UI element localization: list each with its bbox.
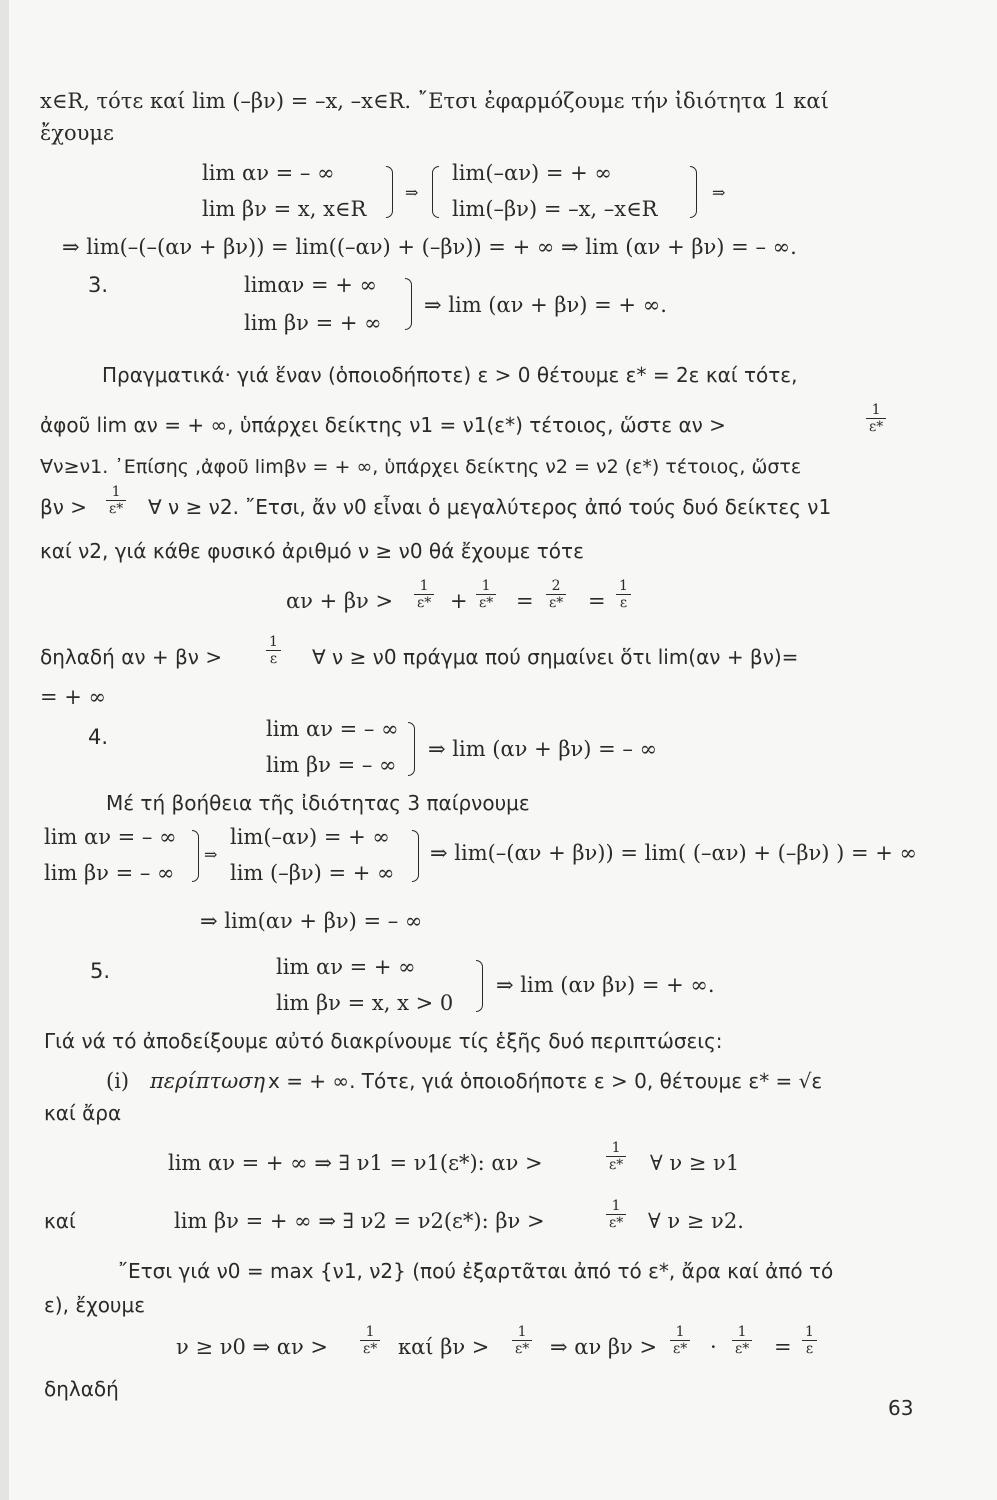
text-line: βν > [40,495,88,519]
text-line: x∈R, τότε καί lim (–βν) = –x, –x∈R. ῎Ετσι ἐφαρμόζουμε τήν ἰδιότητα 1 καί [40,89,829,113]
math-line: lim(–αν) = + ∞ [230,825,390,849]
fraction: $\frac{1}{\varepsilon*}$ [360,1324,380,1357]
math-line: lim(–βν) = –x, –x∈R [452,197,658,221]
text-line: ∀ ν ≥ ν2. ῎Ετσι, ἄν ν0 εἶναι ὁ μεγαλύτερος ἀπό τούς δυό δείκτες ν1 [148,495,832,519]
fraction: $\frac{1}{\varepsilon*}$ [476,578,496,611]
text-line: x = + ∞. Τότε, γιά ὁποιοδήποτε ε > 0, θέτουμε ε* = √ε [268,1069,823,1093]
equals-sign: = [774,1335,792,1359]
fraction: $\frac{1}{\varepsilon}$ [802,1324,817,1357]
dot-sign: · [710,1335,717,1359]
math-line: lim αν = + ∞ ⇒ ∃ ν1 = ν1(ε*): αν > [168,1151,543,1175]
math-line: lim (–βν) = + ∞ [230,861,395,885]
math-line: lim βν = x, x∈R [202,197,367,221]
fraction: $\frac{2}{\varepsilon*}$ [546,578,566,611]
right-brace [690,166,697,218]
plus-sign: + [450,589,468,613]
text-line: ∀ν≥ν1. ᾿Επίσης ,ἀφοῦ limβν = + ∞, ὑπάρχει δείκτης ν2 = ν2 (ε*) τέτοιος, ὥστε [40,456,802,478]
fraction: $\frac{1}{\varepsilon*}$ [512,1324,532,1357]
math-line: ⇒ lim (αν + βν) = + ∞. [424,293,667,317]
text-line: δηλαδή αν + βν > [40,645,223,669]
fraction: $\frac{1}{\varepsilon}$ [266,634,281,667]
text-line: ∀ ν ≥ ν0 πράγμα πού σημαίνει ὅτι lim(αν + βν)= [312,645,799,669]
implies-arrow: ⇒ [204,845,218,864]
fraction: $\frac{1}{\varepsilon*}$ [606,1198,626,1231]
fraction: $\frac{1}{\varepsilon*}$ [606,1140,626,1173]
fraction: $\frac{1}{\varepsilon*}$ [866,402,886,435]
math-line: ⇒ lim (αν + βν) = – ∞ [428,737,658,761]
text-line: Πραγματικά· γιά ἕναν (ὁποιοδήποτε) ε > 0 θέτουμε ε* = 2ε καί τότε, [102,363,798,387]
math-line: καί βν > [398,1335,490,1359]
implies-arrow: ⇒ [712,183,726,202]
fraction: $\frac{1}{\varepsilon*}$ [414,578,434,611]
left-brace [432,166,439,218]
fraction: $\frac{1}{\varepsilon}$ [616,578,631,611]
math-line: lim βν = + ∞ [244,311,382,335]
equals-sign: = [516,589,534,613]
right-brace [386,166,393,218]
right-brace [192,830,199,882]
math-line: ⇒ lim (αν βν) = + ∞. [496,973,715,997]
fraction: $\frac{1}{\varepsilon*}$ [670,1324,690,1357]
right-brace [412,830,419,882]
right-brace [408,722,415,776]
text-line: δηλαδή [44,1377,119,1401]
text-line: Γιά νά τό ἀποδείξουμε αὐτό διακρίνουμε τίς ἑξῆς δυό περιπτώσεις: [44,1029,723,1053]
math-line: lim βν = – ∞ [266,753,397,777]
item-number: 3. [88,273,109,297]
implies-arrow: ⇒ [405,183,419,202]
math-line: ∀ ν ≥ ν1 [650,1151,740,1175]
math-line: αν + βν > [286,589,394,613]
math-line: ν ≥ ν0 ⇒ αν > [176,1335,329,1359]
math-line: lim βν = + ∞ ⇒ ∃ ν2 = ν2(ε*): βν > [174,1209,545,1233]
right-brace [405,278,412,330]
math-line: limαν = + ∞ [244,273,378,297]
math-line: ∀ ν ≥ ν2. [648,1209,744,1233]
case-label: (i) [106,1069,130,1093]
math-line: ⇒ lim(–(–(αν + βν)) = lim((–αν) + (–βν)) = + ∞ ⇒ lim (αν + βν) = – ∞. [62,235,797,259]
page-number: 63 [888,1396,914,1420]
fraction: $\frac{1}{\varepsilon*}$ [732,1324,752,1357]
item-number: 5. [90,959,111,983]
math-line: ⇒ lim(αν + βν) = – ∞ [200,909,423,933]
equals-sign: = [588,589,606,613]
right-brace [476,960,483,1012]
math-line: ⇒ αν βν > [550,1335,658,1359]
item-number: 4. [88,725,109,749]
math-line: lim βν = x, x > 0 [276,991,454,1015]
math-line: ⇒ lim(–(αν + βν)) = lim( (–αν) + (–βν) ) = + ∞ [430,841,917,865]
math-line: lim αν = + ∞ [276,955,416,979]
text-line: καί ἄρα [44,1101,122,1125]
text-line: ἔχουμε [40,121,114,145]
math-line: lim αν = – ∞ [202,161,335,185]
text-line: ἀφοῦ lim αν = + ∞, ὑπάρχει δείκτης ν1 = ν1(ε*) τέτοιος, ὥστε αν > [40,413,726,437]
text-line: Μέ τή βοήθεια τῆς ἰδιότητας 3 παίρνουμε [106,791,530,815]
page-edge [0,0,9,1500]
text-line: ῎Ετσι γιά ν0 = max {ν1, ν2} (πού ἐξαρτᾶται ἀπό τό ε*, ἄρα καί ἀπό τό [118,1259,834,1283]
case-title: περίπτωση [150,1069,266,1093]
text-line: ε), ἔχουμε [44,1293,146,1317]
text-line: καί [44,1209,76,1233]
math-line: = + ∞ [40,685,107,709]
fraction: $\frac{1}{\varepsilon*}$ [106,484,126,517]
math-line: lim(–αν) = + ∞ [452,161,612,185]
math-line: lim αν = – ∞ [266,717,399,741]
math-line: lim βν = – ∞ [44,861,175,885]
math-line: lim αν = – ∞ [44,825,177,849]
text-line: καί ν2, γιά κάθε φυσικό ἀριθμό ν ≥ ν0 θά ἔχουμε τότε [40,539,584,563]
